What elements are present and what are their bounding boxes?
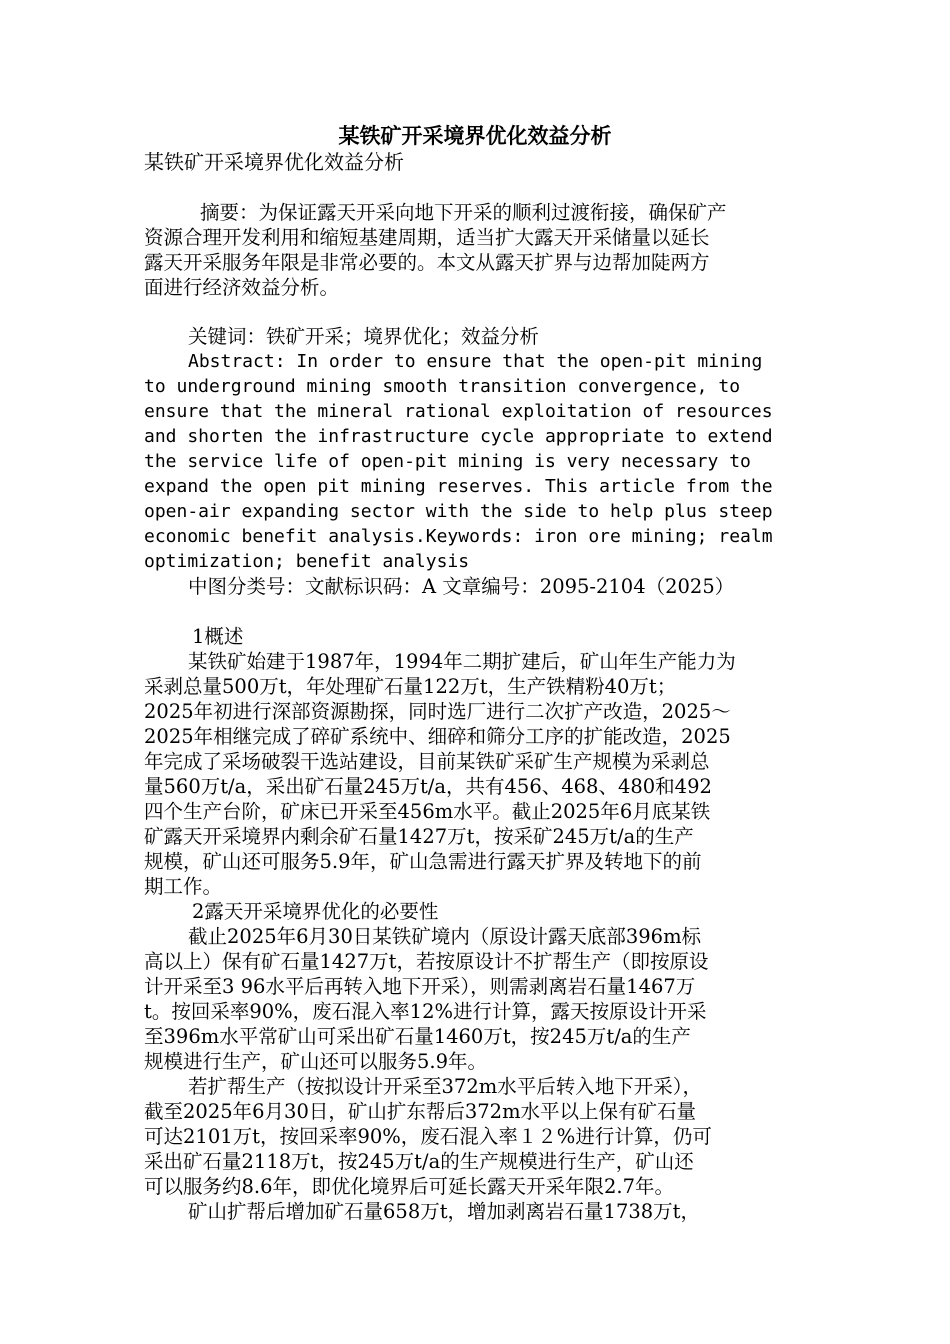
- paragraph-line: 计开采至3 96水平后再转入地下开采），则需剥离岩石量1467万: [144, 975, 696, 998]
- abstract-en-line: economic benefit analysis.Keywords: iron ore mining; realm: [144, 526, 773, 547]
- keywords-zh: [144, 324, 810, 349]
- paragraph-line: 若扩帮生产（按拟设计开采至372m水平后转入地下开采），: [188, 1075, 702, 1098]
- document-title: 某铁矿开采境界优化效益分析: [338, 123, 612, 148]
- paragraph-line: 某铁矿始建于1987年，1994年二期扩建后，矿山年生产能力为: [188, 650, 736, 673]
- abstract-en: [144, 349, 810, 574]
- classification: [144, 574, 810, 599]
- paragraph-line: 截至2025年6月30日，矿山扩东帮后372m水平以上保有矿石量: [144, 1100, 697, 1123]
- paragraph-line: 截止2025年6月30日某铁矿境内（原设计露天底部396m标: [188, 925, 702, 948]
- paragraph-line: 规模进行生产，矿山还可以服务5.9年。: [144, 1050, 488, 1073]
- paragraph-line: 采剥总量500万t，年处理矿石量122万t，生产铁精粉40万t；: [144, 675, 677, 698]
- abstract-en-line: the service life of open-pit mining is very necessary to: [144, 451, 751, 472]
- section-heading: 2露天开采境界优化的必要性: [192, 900, 439, 923]
- abstract-line: 资源合理开发利用和缩短基建周期，适当扩大露天开采储量以延长: [144, 226, 710, 249]
- abstract-en-line: and shorten the infrastructure cycle appropriate to extend: [144, 426, 773, 447]
- paragraph-line: 2025年相继完成了碎矿系统中、细碎和筛分工序的扩能改造，2025: [144, 725, 731, 748]
- paragraph-line: 矿山扩帮后增加矿石量658万t，增加剥离岩石量1738万t，: [188, 1200, 701, 1223]
- paragraph-line: 期工作。: [144, 875, 223, 898]
- paragraph-line: 2025年初进行深部资源勘探，同时选厂进行二次扩产改造，2025～: [144, 700, 731, 723]
- section-heading: 1概述: [192, 625, 244, 648]
- paragraph-line: 可以服务约8.6年，即优化境界后可延长露天开采年限2.7年。: [144, 1175, 675, 1198]
- abstract-en-line: optimization; benefit analysis: [144, 551, 470, 572]
- abstract-en-line: Abstract: In order to ensure that the open-pit mining: [188, 351, 763, 372]
- classification-line: 中图分类号：文献标识码：A 文章编号：2095-2104（2025）: [188, 575, 735, 598]
- abstract-en-line: ensure that the mineral rational exploitation of resources: [144, 401, 773, 422]
- paragraph-line: 规模，矿山还可服务5.9年，矿山急需进行露天扩界及转地下的前: [144, 850, 702, 873]
- abstract-en-line: open-air expanding sector with the side to help plus steep: [144, 501, 773, 522]
- abstract-line: 摘要：为保证露天开采向地下开采的顺利过渡衔接，确保矿产: [200, 201, 727, 224]
- abstract-en-line: to underground mining smooth transition convergence, to: [144, 376, 741, 397]
- paragraph-line: 可达2101万t，按回采率90%，废石混入率１２%进行计算，仍可: [144, 1125, 712, 1148]
- paragraph-line: 四个生产台阶，矿床已开采至456m水平。截止2025年6月底某铁: [144, 800, 711, 823]
- paragraph-line: 矿露天开采境界内剩余矿石量1427万t，按采矿245万t/a的生产: [144, 825, 694, 848]
- abstract-en-line: expand the open pit mining reserves. This article from the: [144, 476, 773, 497]
- paragraph-line: 采出矿石量2118万t，按245万t/a的生产规模进行生产，矿山还: [144, 1150, 694, 1173]
- paragraph-line: 量560万t/a，采出矿石量245万t/a，共有456、468、480和492: [144, 775, 712, 798]
- abstract-line: 露天开采服务年限是非常必要的。本文从露天扩界与边帮加陡两方: [144, 251, 710, 274]
- document-subtitle: 某铁矿开采境界优化效益分析: [144, 150, 404, 174]
- paragraph-line: 年完成了采场破裂干选站建设，目前某铁矿采矿生产规模为采剥总: [144, 750, 710, 773]
- paragraph-line: t。按回采率90%，废石混入率12%进行计算，露天按原设计开采: [144, 1000, 707, 1023]
- section-2: [144, 899, 810, 1224]
- keywords-line: 关键词：铁矿开采；境界优化；效益分析: [188, 325, 540, 348]
- abstract-zh: [144, 200, 810, 300]
- paragraph-line: 至396m水平常矿山可采出矿石量1460万t，按245万t/a的生产: [144, 1025, 691, 1048]
- section-1: [144, 624, 810, 899]
- abstract-line: 面进行经济效益分析。: [144, 276, 340, 299]
- paragraph-line: 高以上）保有矿石量1427万t，若按原设计不扩帮生产（即按原设: [144, 950, 709, 973]
